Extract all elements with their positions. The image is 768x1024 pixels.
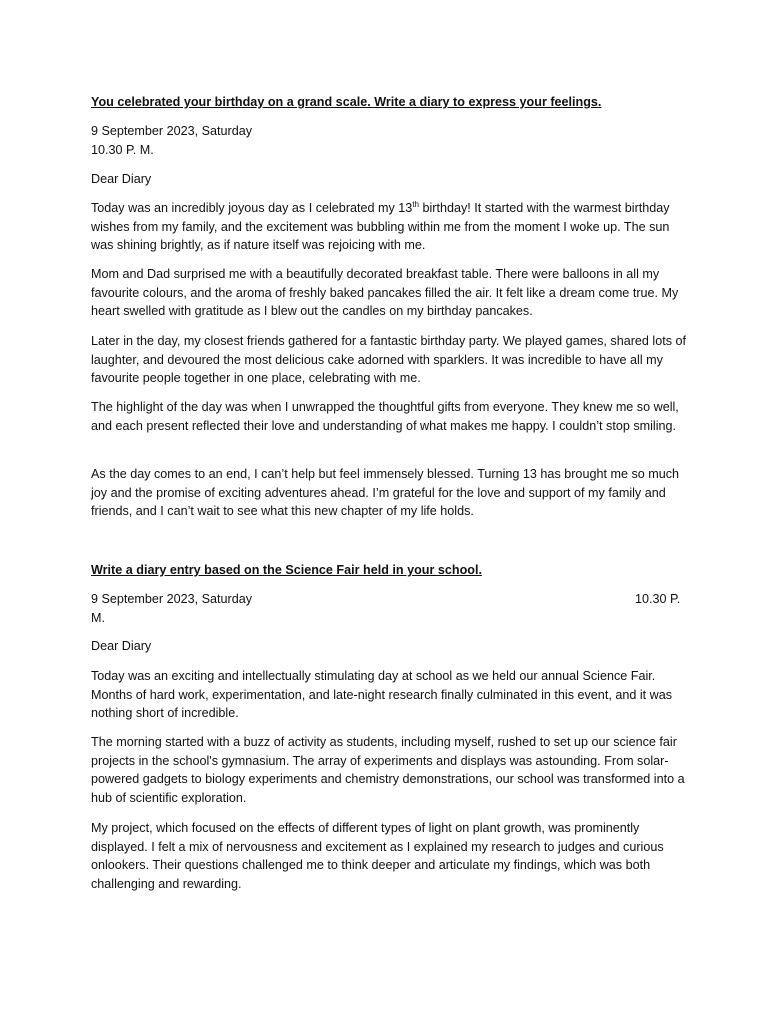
entry1-p1-text-b: birthday! It started with the warmest birthday wishes from my family, and the excitement was bubbling within me from the moment I woke up. The sun was shining brightly, as if nature itself was rejoicing with me. <box>91 201 670 253</box>
entry1-p1-superscript: th <box>412 199 419 209</box>
entry1-p1-text-a: Today was an incredibly joyous day as I celebrated my 13 <box>91 201 413 215</box>
entry1-time: 10.30 P. M. <box>91 143 154 157</box>
entry1-paragraph-5: As the day comes to an end, I can’t help but feel immensely blessed. Turning 13 has brought me so much joy and the promise of exciting adventures ahead. I’m grateful for the love and support of my family and friends, and I can’t wait to see what this new chapter of my life holds. <box>91 467 680 519</box>
entry2-paragraph-3: My project, which focused on the effects of different types of light on plant growth, was prominently displayed. I felt a mix of nervousness and excitement as I explained my research to judges and curious onlookers. Their questions challenged me to think deeper and articulate my findings, which was both challenging and rewarding. <box>91 821 664 891</box>
entry2-date: 9 September 2023, Saturday <box>91 592 253 606</box>
entry2-salutation: Dear Diary <box>91 639 152 653</box>
entry2-time-part2: M. <box>91 611 105 625</box>
entry2-heading: Write a diary entry based on the Science Fair held in your school. <box>91 563 482 577</box>
entry1-paragraph-4: The highlight of the day was when I unwrapped the thoughtful gifts from everyone. They knew me so well, and each present reflected their love and understanding of what makes me happy. I couldn’t stop smiling. <box>91 400 679 433</box>
entry1-heading: You celebrated your birthday on a grand scale. Write a diary to express your feelings. <box>91 95 602 109</box>
entry1-salutation: Dear Diary <box>91 172 152 186</box>
entry2-paragraph-1: Today was an exciting and intellectually stimulating day at school as we held our annual Science Fair. Months of hard work, experimentation, and late-night research finally culminated in this event, and it was nothing short of incredible. <box>91 669 673 721</box>
entry1-paragraph-2: Mom and Dad surprised me with a beautifully decorated breakfast table. There were balloons in all my favourite colours, and the aroma of freshly baked pancakes filled the air. It felt like a dream come true. My heart swelled with gratitude as I blew out the candles on my birthday pancakes. <box>91 267 679 319</box>
entry2-time-part1: 10.30 P. <box>635 592 681 606</box>
entry2-paragraph-2: The morning started with a buzz of activity as students, including myself, rushed to set up our science fair projects in the school's gymnasium. The array of experiments and displays was astounding. From solar-powered gadgets to biology experiments and chemistry demonstrations, our school was transformed into a hub of scientific exploration. <box>91 735 685 805</box>
entry1-paragraph-1 <box>91 199 691 255</box>
entry1-paragraph-3: Later in the day, my closest friends gathered for a fantastic birthday party. We played games, shared lots of laughter, and devoured the most delicious cake adorned with sparklers. It was incredible to have all my favourite people together in one place, celebrating with me. <box>91 334 687 386</box>
entry1-date: 9 September 2023, Saturday <box>91 124 253 138</box>
